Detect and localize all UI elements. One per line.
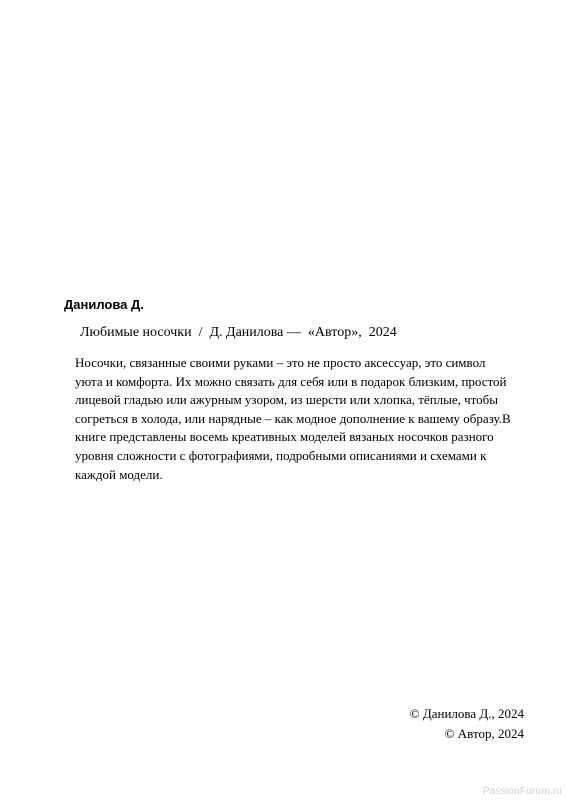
copyright-block: [410, 704, 524, 744]
annotation-line: лицевой гладью или ажурным узором, из шерсти или хлопка, тёплые, чтобы: [75, 392, 499, 408]
annotation-text: [75, 354, 535, 484]
annotation-line: каждой модели.: [75, 466, 163, 482]
annotation-line: книге представлены восемь креативных моделей вязаных носочков разного: [75, 429, 494, 445]
annotation-line: согреться в холода, или нарядные – как модное дополнение к вашему образу.В: [75, 410, 511, 426]
copyright-publisher: © Автор, 2024: [444, 726, 524, 741]
copyright-author: © Данилова Д., 2024: [409, 706, 524, 721]
annotation-line: Носочки, связанные своими руками – это не просто аксессуар, это символ: [75, 355, 486, 370]
annotation-line: уровня сложности с фотографиями, подробными описаниями и схемами к: [75, 447, 487, 463]
author-heading: Данилова Д.: [64, 297, 144, 312]
watermark-text: PassionForum.ru: [482, 786, 562, 797]
annotation-line: уюта и комфорта. Их можно связать для себя или в подарок близким, простой: [75, 373, 507, 389]
bibliographic-line: Любимые носочки / Д. Данилова — «Автор», 2024: [80, 325, 397, 340]
